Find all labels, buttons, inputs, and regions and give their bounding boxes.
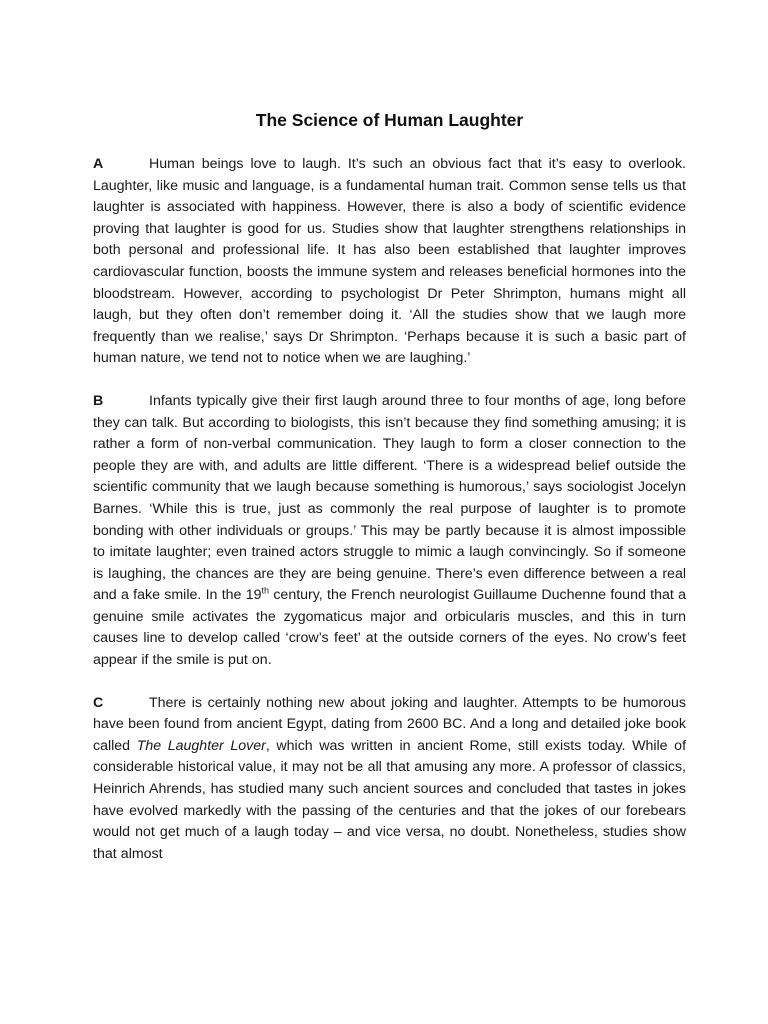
paragraph-text: Infants typically give their first laugh around three to four months of age, long before they can talk. But according to biologists, this isn’t because they find something amusing; it is rather a form of non-verbal communication. They laugh to form a closer connection to the people they are with, and adults are little different. ‘There is a widespread belief outside the scientific community that we laugh because something is humorous,’ says sociologist Jocelyn Barnes. ‘While this is true, just as commonly the real purpose of laughter is to promote bonding with other individuals or groups.’ This may be partly because it is almost impossible to imitate laughter; even trained actors struggle to mimic a laugh convincingly. So if someone is laughing, the chances are they are being genuine. There’s even difference between a real and a fake smile. In the 19 xyxy=(93,392,686,604)
paragraph-a xyxy=(93,154,686,370)
paragraph-letter: C xyxy=(93,694,104,711)
document-title: The Science of Human Laughter xyxy=(255,110,524,130)
ordinal-superscript: th xyxy=(261,585,270,596)
paragraph-c xyxy=(93,693,686,866)
paragraph-text: Human beings love to laugh. It’s such an obvious fact that it’s easy to overlook. Laughter, like music and language, is a fundamental human trait. Common sense tells us that laughter is associated with happiness. However, there is also a body of scientific evidence proving that laughter is good for us. Studies show that laughter strengthens relationships in both personal and professional life. It has also been established that laughter improves cardiovascular function, boosts the immune system and releases beneficial hormones into the bloodstream. However, according to psychologist Dr Peter Shrimpton, humans might all laugh, but they often don’t remember doing it. ‘All the studies show that we laugh more frequently than we realise,’ says Dr Shrimpton. ‘Perhaps because it is such a basic part of human nature, we tend not to notice when we are laughing.’ xyxy=(93,156,686,367)
paragraph-letter: B xyxy=(93,392,104,409)
paragraph-b xyxy=(93,391,686,672)
document-page xyxy=(93,108,686,886)
paragraph-text: There is certainly nothing new about joking and laughter. Attempts to be humorous have been found from ancient Egypt, dating from 2600 BC. And a long and detailed joke book called xyxy=(93,694,686,754)
book-title: The Laughter Lover xyxy=(136,737,266,754)
paragraph-letter: A xyxy=(93,156,104,172)
paragraph-text-continued: century, the French neurologist Guillaume Duchenne found that a genuine smile activates the zygomaticus major and orbicularis muscles, and this in turn causes line to develop called ‘crow’s feet’ at the outside corners of the eyes. No crow’s feet appear if the smile is put on. xyxy=(93,587,686,669)
paragraph-text-continued: , which was written in ancient Rome, still exists today. While of considerable historical value, it may not be all that amusing any more. A professor of classics, Heinrich Ahrends, has studied many such ancient sources and concluded that tastes in jokes have evolved markedly with the passing of the centuries and that the jokes of our forebears would not get much of a laugh today – and vice versa, no doubt. Nonetheless, studies show that almost xyxy=(93,737,687,862)
